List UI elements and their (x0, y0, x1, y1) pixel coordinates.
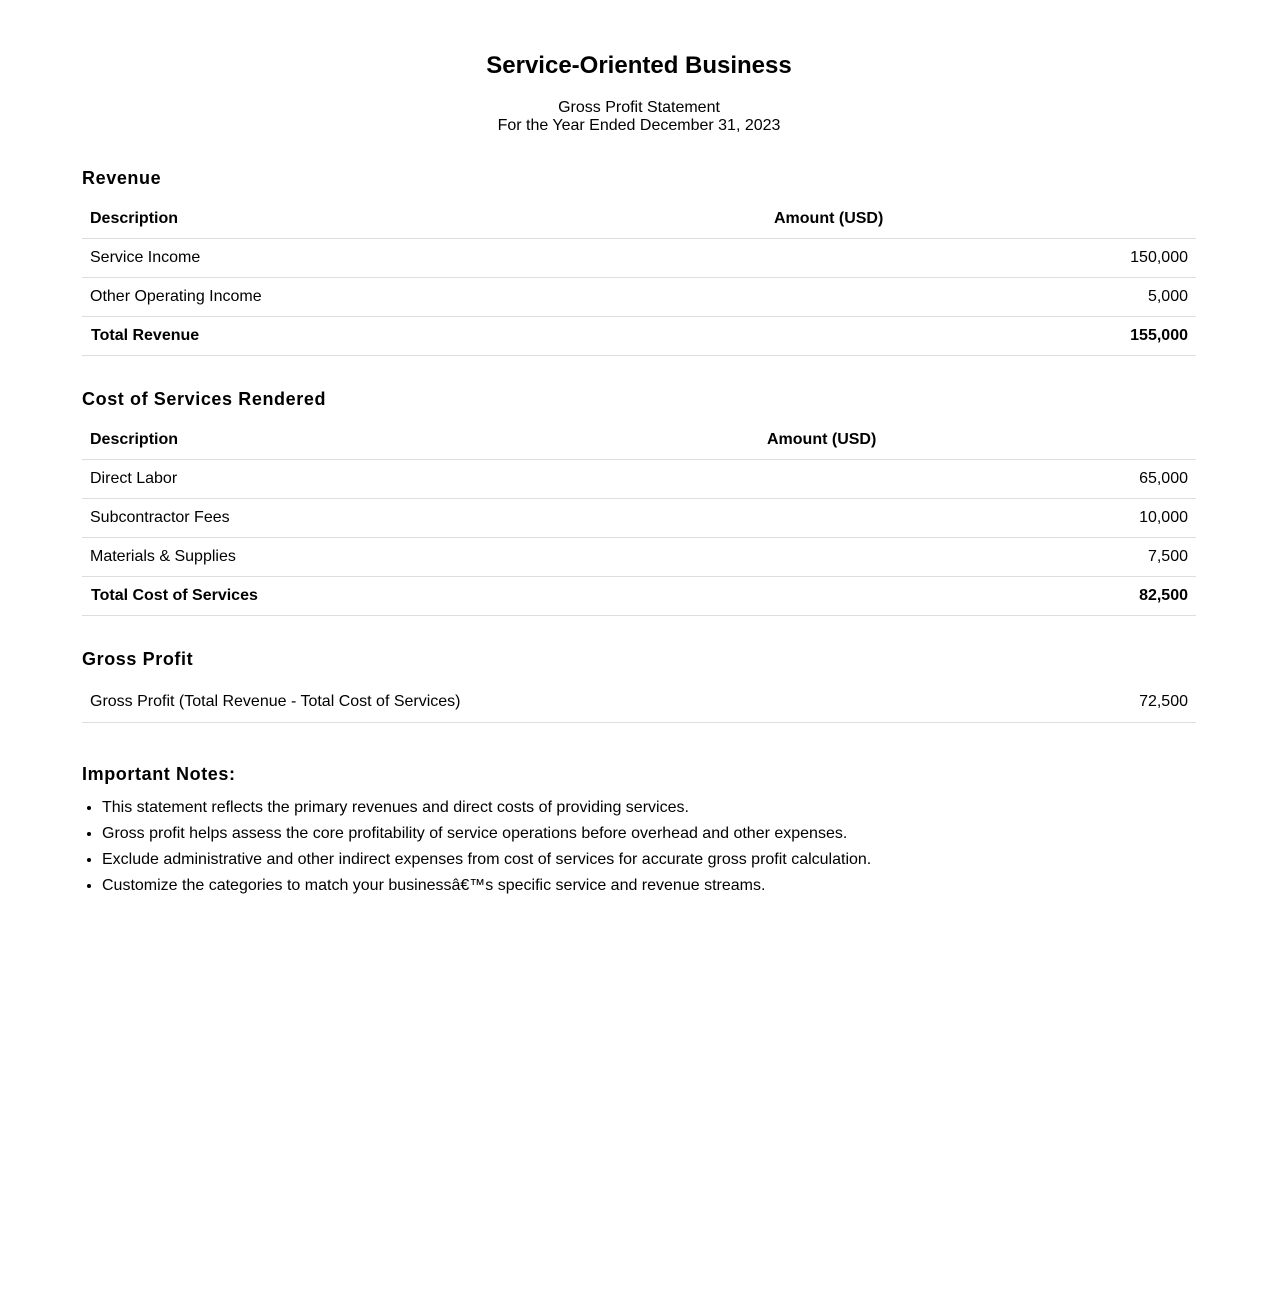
amount-column-header: Amount (USD) (766, 199, 1196, 239)
table-row (82, 278, 1196, 317)
revenue-table (82, 199, 1196, 356)
list-item: • Exclude administrative and other indirect expenses from cost of services for accurate gross profit calculation. (102, 847, 1196, 873)
row-label: Service Income (82, 239, 766, 278)
gross-profit-label: Gross Profit (Total Revenue - Total Cost of Services) (82, 682, 1036, 723)
total-amount: 155,000 (766, 317, 1196, 356)
total-label: Total Revenue (82, 317, 766, 356)
total-amount: 82,500 (759, 577, 1196, 616)
row-amount: 150,000 (766, 239, 1196, 278)
statement-page (82, 0, 1196, 899)
table-row (82, 239, 1196, 278)
total-revenue-row (82, 317, 1196, 356)
row-label: Subcontractor Fees (82, 499, 759, 538)
cost-of-services-table (82, 420, 1196, 616)
statement-period: For the Year Ended December 31, 2023 (497, 117, 781, 134)
statement-type: Gross Profit Statement (558, 99, 720, 116)
gross-profit-amount: 72,500 (1036, 682, 1196, 723)
table-row (82, 460, 1196, 499)
table-header-row (82, 420, 1196, 460)
list-item: • Gross profit helps assess the core profitability of service operations before overhead and other expenses. (102, 821, 1196, 847)
notes-list (82, 795, 1196, 899)
amount-column-header: Amount (USD) (759, 420, 1196, 460)
description-column-header: Description (82, 420, 759, 460)
gross-profit-heading: Gross Profit (82, 649, 194, 669)
row-amount: 5,000 (766, 278, 1196, 317)
cost-of-services-heading: Cost of Services Rendered (82, 389, 327, 409)
description-column-header: Description (82, 199, 766, 239)
revenue-heading: Revenue (82, 168, 162, 188)
row-label: Materials & Supplies (82, 538, 759, 577)
list-item: • Customize the categories to match your businessâ€™s specific service and revenue streams. (102, 873, 1196, 899)
table-row (82, 499, 1196, 538)
row-label: Direct Labor (82, 460, 759, 499)
total-cost-row (82, 577, 1196, 616)
gross-profit-table (82, 682, 1196, 723)
total-label: Total Cost of Services (82, 577, 759, 616)
page-title: Service-Oriented Business (486, 52, 792, 79)
notes-heading: Important Notes: (82, 764, 236, 784)
statement-subtitle (82, 99, 1196, 135)
gross-profit-row (82, 682, 1196, 723)
row-amount: 65,000 (759, 460, 1196, 499)
row-amount: 10,000 (759, 499, 1196, 538)
table-row (82, 538, 1196, 577)
row-amount: 7,500 (759, 538, 1196, 577)
list-item: • This statement reflects the primary revenues and direct costs of providing services. (102, 795, 1196, 821)
table-header-row (82, 199, 1196, 239)
row-label: Other Operating Income (82, 278, 766, 317)
